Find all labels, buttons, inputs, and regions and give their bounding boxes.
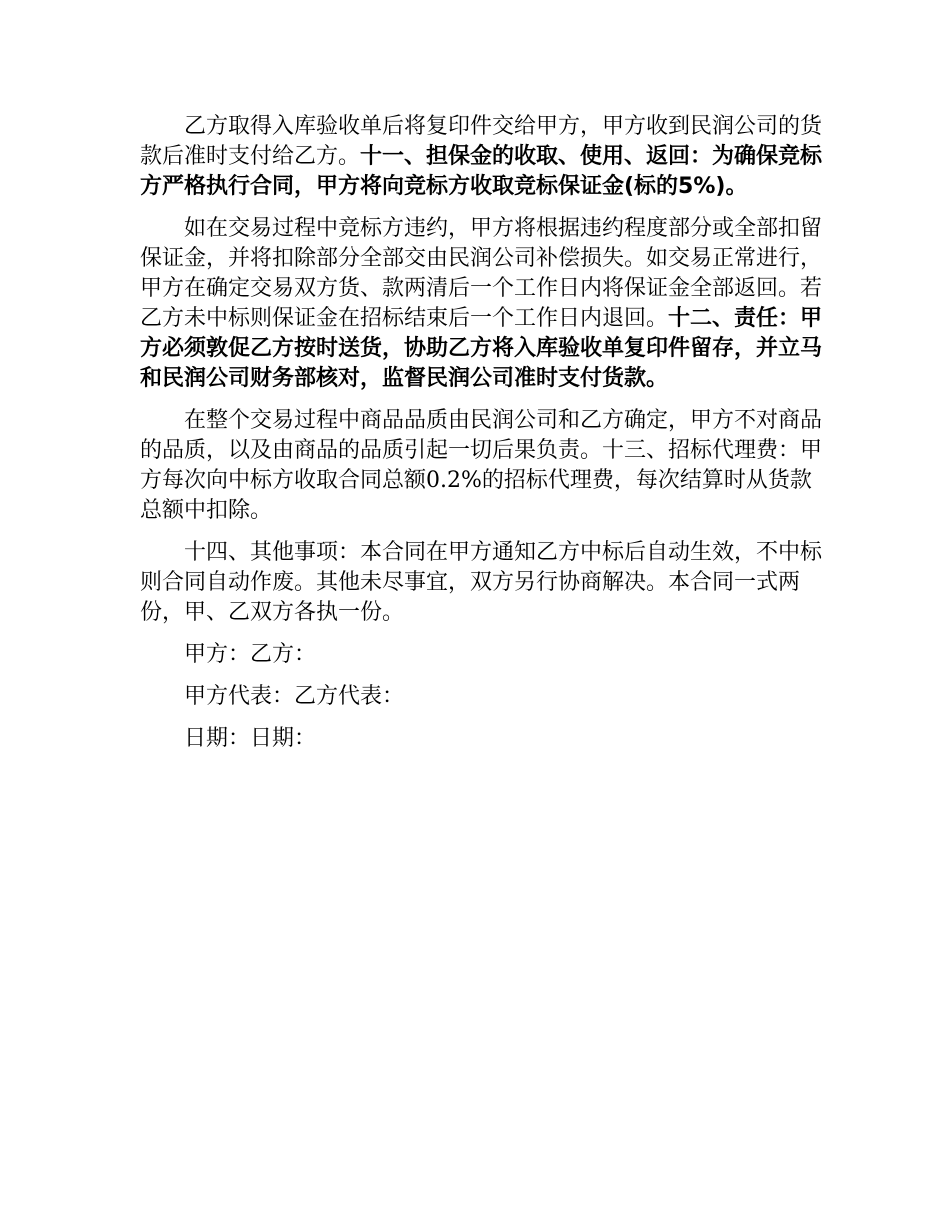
- paragraph-other-matters: [140, 538, 830, 628]
- signature-parties: 甲方：乙方：: [184, 642, 317, 667]
- section-twelve-text: 十二、责任：甲方必须敦促乙方按时送货，协助乙方将入库验收单复印件留存，并立马和民润公司财务部核对，监督民润公司准时支付货款。: [140, 306, 823, 391]
- paragraph-text: 乙方取得入库验收单后将复印件交给甲方，甲方收到民润公司的货款后准时支付给乙方。: [140, 114, 823, 169]
- signature-representatives: 甲方代表：乙方代表：: [184, 684, 405, 709]
- document-page: [140, 112, 830, 766]
- section-eleven-text: 十一、担保金的收取、使用、返回：为确保竞标方严格执行合同，甲方将向竞标方收取竞标保证金(标的5%)。: [140, 144, 823, 199]
- paragraph-text: 十四、其他事项：本合同在甲方通知乙方中标后自动生效，不中标则合同自动作废。其他未尽事宜，双方另行协商解决。本合同一式两份，甲、乙双方各执一份。: [140, 540, 823, 625]
- paragraph-text: 在整个交易过程中商品品质由民润公司和乙方确定，甲方不对商品的品质，以及由商品的品质引起一切后果负责。十三、招标代理费：甲方每次向中标方收取合同总额0.2%的招标代理费，每次结算时从货款总额中扣除。: [140, 408, 823, 523]
- paragraph-quality: [140, 406, 830, 526]
- paragraph-guarantee: [140, 112, 830, 202]
- signature-dates: 日期：日期：: [184, 726, 317, 751]
- paragraph-text: 如在交易过程中竞标方违约，甲方将根据违约程度部分或全部扣留保证金，并将扣除部分全部交由民润公司补偿损失。如交易正常进行，甲方在确定交易双方货、款两清后一个工作日内将保证金全部返回。若乙方未中标则保证金在招标结束后一个工作日内退回。: [140, 216, 823, 331]
- paragraph-breach: [140, 214, 830, 394]
